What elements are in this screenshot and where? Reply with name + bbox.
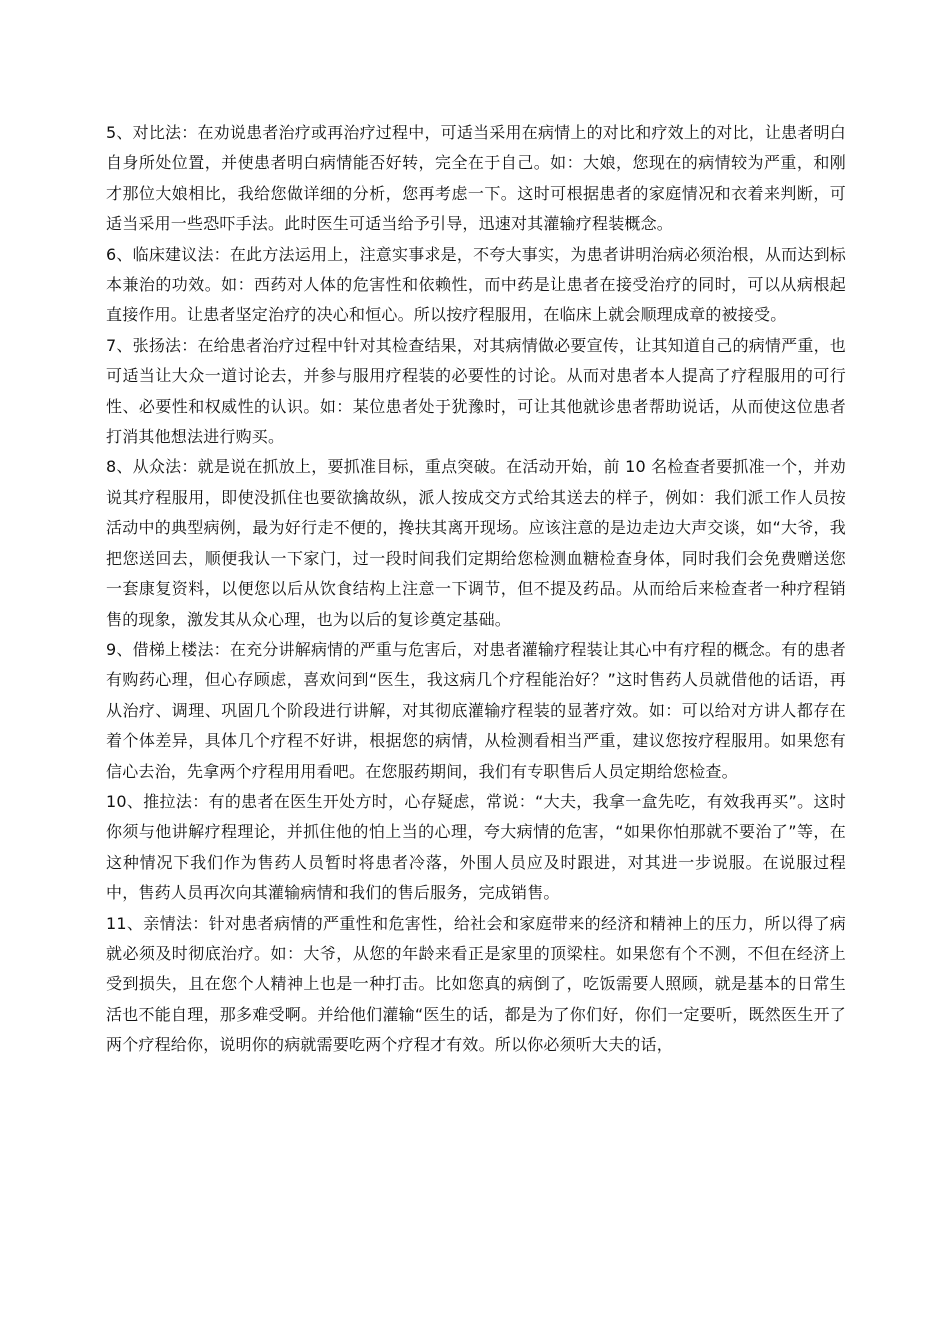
paragraph-clinical-advice-method: 6、临床建议法：在此方法运用上，注意实事求是，不夸大事实，为患者讲明治病必须治根，从而达到标本兼治的功效。如：西药对人体的危害性和依赖性，而中药是让患者在接受治疗的同时，可以从病根起直接作用。让患者坚定治疗的决心和恒心。所以按疗程服用，在临床上就会顺理成章的被接受。 bbox=[106, 244, 846, 325]
paragraph-contrast-method: 5、对比法：在劝说患者治疗或再治疗过程中，可适当采用在病情上的对比和疗效上的对比，让患者明白自身所处位置，并使患者明白病情能否好转，完全在于自己。如：大娘，您现在的病情较为严重，和刚才那位大娘相比，我给您做详细的分析，您再考虑一下。这时可根据患者的家庭情况和衣着来判断，可适当采用一些恐吓手法。此时医生可适当给予引导，迅速对其灌输疗程装概念。 bbox=[106, 123, 846, 234]
paragraph-herd-method: 8、从众法：就是说在抓放上，要抓准目标，重点突破。在活动开始，前 10 名检查者要抓准一个，并劝说其疗程服用，即使没抓住也要欲擒故纵，派人按成交方式给其送去的样子，例如：我们派工作人员按活动中的典型病例，最为好行走不便的，搀扶其离开现场。应该注意的是边走边大声交谈，如“大爷，我把您送回去，顺便我认一下家门，过一段时间我们定期给您检测血糖检查身体，同时我们会免费赠送您一套康复资料，以便您以后从饮食结构上注意一下调节，但不提及药品。从而给后来检查者一种疗程销售的现象，激发其从众心理，也为以后的复诊奠定基础。 bbox=[106, 457, 846, 629]
paragraph-push-pull-method: 10、推拉法：有的患者在医生开处方时，心存疑虑，常说：“大夫，我拿一盒先吃，有效我再买”。这时你须与他讲解疗程理论，并抓住他的怕上当的心理，夸大病情的危害，“如果你怕那就不要治了”等，在这种情况下我们作为售药人员暂时将患者冷落，外围人员应及时跟进，对其进一步说服。在说服过程中，售药人员再次向其灌输病情和我们的售后服务，完成销售。 bbox=[106, 791, 846, 903]
paragraph-ladder-method: 9、借梯上楼法：在充分讲解病情的严重与危害后，对患者灌输疗程装让其心中有疗程的概念。有的患者有购药心理，但心存顾虑，喜欢问到“医生，我这病几个疗程能治好？”这时售药人员就借他的话语，再从治疗、调理、巩固几个阶段进行讲解，对其彻底灌输疗程装的显著疗效。如：可以给对方讲人都存在着个体差异，具体几个疗程不好讲，根据您的病情，从检测看相当严重，建议您按疗程服用。如果您有信心去治，先拿两个疗程用用看吧。在您服药期间，我们有专职售后人员定期给您检查。 bbox=[106, 639, 846, 781]
paragraph-family-affection-method: 11、亲情法：针对患者病情的严重性和危害性，给社会和家庭带来的经济和精神上的压力，所以得了病就必须及时彻底治疗。如：大爷，从您的年龄来看正是家里的顶梁柱。如果您有个不测，不但在经济上受到损失，且在您个人精神上也是一种打击。比如您真的病倒了，吃饭需要人照顾，就是基本的日常生活也不能自理，那多难受啊。并给他们灌输“医生的话，都是为了你们好，你们一定要听，既然医生开了两个疗程给你，说明你的病就需要吃两个疗程才有效。所以你必须听大夫的话， bbox=[106, 913, 846, 1055]
paragraph-publicize-method: 7、张扬法：在给患者治疗过程中针对其检查结果，对其病情做必要宣传，让其知道自己的病情严重，也可适当让大众一道讨论去，并参与服用疗程装的必要性的讨论。从而对患者本人提高了疗程服用的可行性、必要性和权威性的认识。如：某位患者处于犹豫时，可让其他就诊患者帮助说话，从而使这位患者打消其他想法进行购买。 bbox=[106, 335, 846, 447]
